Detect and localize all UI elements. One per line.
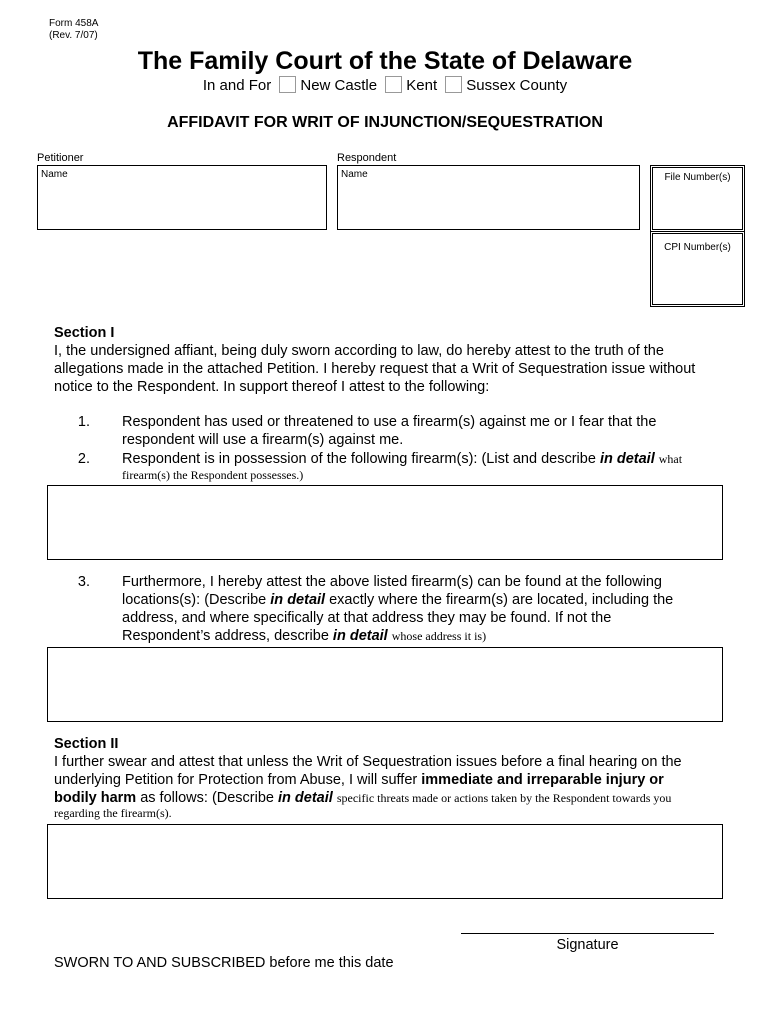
- new-castle-checkbox[interactable]: [279, 76, 296, 93]
- respondent-name-label: Name: [341, 169, 368, 180]
- section-1-intro: I, the undersigned affiant, being duly sworn according to law, do hereby attest to the truth of the allegations made in the attached Petition. I hereby request that a Writ of Sequestration issue without notice to the Respondent. In support thereof I attest to the following:: [54, 343, 696, 395]
- respondent-label: Respondent: [337, 152, 397, 164]
- signature-line[interactable]: [461, 933, 714, 934]
- respondent-name-field[interactable]: [337, 165, 640, 230]
- petitioner-name-label: Name: [41, 169, 68, 180]
- sworn-statement: SWORN TO AND SUBSCRIBED before me this date: [54, 955, 394, 971]
- form-number: Form 458A: [49, 18, 99, 29]
- item-3-line-1: Furthermore, I hereby attest the above listed firearm(s) can be found at the following: [122, 574, 662, 590]
- cpi-number-field[interactable]: [650, 231, 745, 307]
- item-3-line-4-pre: Respondent’s address, describe: [122, 628, 329, 644]
- section-2-line-3-tail: specific threats made or actions taken by the Respondent towards you: [336, 791, 672, 805]
- section-2-line-4: regarding the firearm(s).: [54, 806, 172, 820]
- cpi-number-label: CPI Number(s): [664, 242, 731, 253]
- item-2-continuation: firearm(s) the Respondent possesses.): [122, 468, 304, 482]
- item-3-line-2-pre: locations(s): (Describe: [122, 592, 267, 608]
- firearms-description-field[interactable]: [47, 485, 723, 560]
- section-1-heading: Section I: [54, 325, 115, 341]
- file-number-label: File Number(s): [664, 172, 731, 183]
- section-2-text: [54, 753, 734, 807]
- in-and-for-label: In and For: [202, 77, 272, 94]
- item-3-line-2-emphasis: in detail: [270, 592, 326, 608]
- document-title: AFFIDAVIT FOR WRIT OF INJUNCTION/SEQUESTRATION: [167, 114, 603, 131]
- file-number-field[interactable]: [650, 165, 745, 232]
- kent-label: Kent: [406, 77, 438, 94]
- petitioner-label: Petitioner: [37, 152, 84, 164]
- kent-checkbox[interactable]: [385, 76, 402, 93]
- petitioner-name-field[interactable]: [37, 165, 327, 230]
- section-2-line-2-pre: underlying Petition for Protection from Abuse, I will suffer: [54, 772, 418, 788]
- item-1-line-2: respondent will use a firearm(s) against me.: [122, 432, 404, 448]
- item-1-number: 1.: [77, 414, 90, 430]
- section-2-line-2-bold: immediate and irreparable injury or: [421, 772, 664, 788]
- new-castle-label: New Castle: [300, 77, 378, 94]
- court-title: The Family Court of the State of Delaware: [137, 47, 633, 75]
- item-3-line-2-post: exactly where the firearm(s) are located, including the: [329, 592, 674, 608]
- form-revision: (Rev. 7/07): [49, 30, 98, 41]
- signature-label: Signature: [556, 937, 619, 953]
- section-2-line-3-emphasis: in detail: [278, 790, 333, 806]
- section-2-line-3-mid: as follows: (Describe: [140, 790, 274, 806]
- item-2-text: [122, 450, 742, 468]
- threats-description-field[interactable]: [47, 824, 723, 899]
- item-2-tail: what: [658, 452, 683, 466]
- item-3-text: [122, 573, 742, 645]
- item-2-number: 2.: [77, 451, 90, 467]
- section-2-line-1: I further swear and attest that unless the Writ of Sequestration issues before a final hearing on the: [54, 754, 682, 770]
- item-2-line: Respondent is in possession of the following firearm(s): (List and describe: [122, 451, 596, 467]
- firearm-location-field[interactable]: [47, 647, 723, 722]
- sussex-label: Sussex County: [466, 77, 568, 94]
- section-2-heading: Section II: [54, 736, 119, 752]
- item-3-number: 3.: [77, 574, 90, 590]
- item-3-line-3: address, and where specifically at that address they may be found. If not the: [122, 610, 612, 626]
- item-1-text: [122, 413, 732, 449]
- item-3-line-4-post: whose address it is): [391, 629, 487, 643]
- section-2-line-3-bold: bodily harm: [54, 790, 137, 806]
- item-2-emphasis: in detail: [599, 451, 655, 467]
- item-1-line-1: Respondent has used or threatened to use a firearm(s) against me or I fear that the: [122, 414, 657, 430]
- county-selector: [0, 76, 770, 94]
- item-3-line-4-emphasis: in detail: [332, 628, 388, 644]
- sussex-checkbox[interactable]: [445, 76, 462, 93]
